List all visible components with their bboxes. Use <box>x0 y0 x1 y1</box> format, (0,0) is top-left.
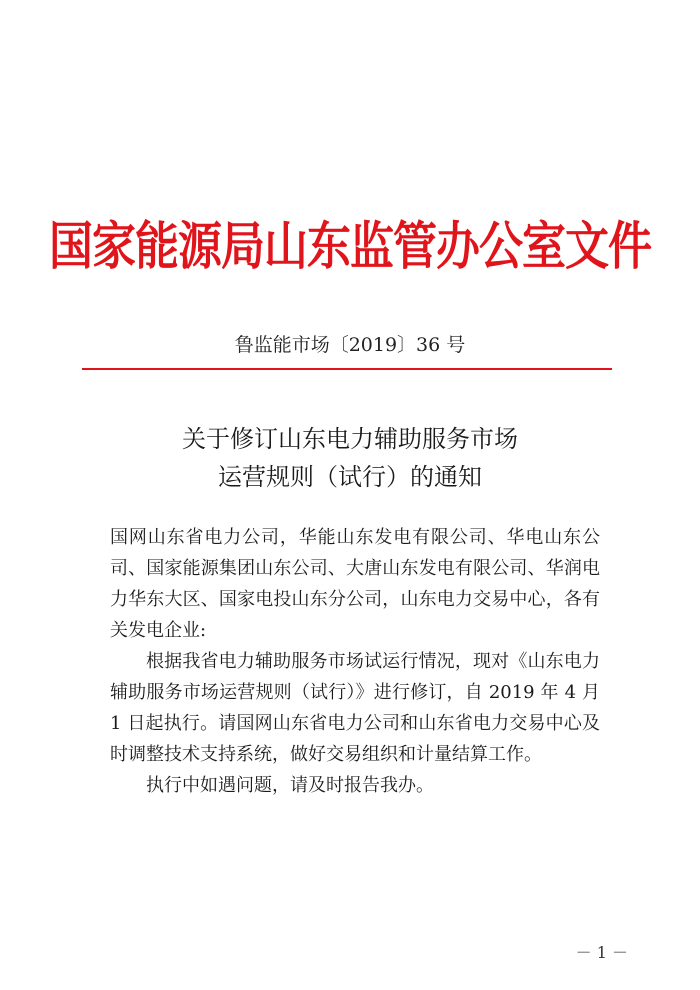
issuing-authority-header: 国家能源局山东监管办公室文件 <box>49 216 651 277</box>
document-title <box>0 420 700 496</box>
body-paragraph-1: 根据我省电力辅助服务市场试运行情况，现对《山东电力辅助服务市场运营规则（试行）》进行修订，自 2019 年 4 月 1 日起执行。请国网山东省电力公司和山东省电力交易中心及时调整技术支持系统，做好交易组织和计量结算工作。 <box>110 651 600 765</box>
body-paragraph-2: 执行中如遇问题，请及时报告我办。 <box>146 775 434 796</box>
document-title-line-2: 运营规则（试行）的通知 <box>218 463 482 491</box>
recipients-list: 国网山东省电力公司，华能山东发电有限公司、华电山东公司、国家能源集团山东公司、大唐山东发电有限公司、华润电力华东大区、国家电投山东分公司，山东电力交易中心，各有关发电企业: <box>110 527 600 641</box>
document-body <box>110 522 600 801</box>
document-title-line-1: 关于修订山东电力辅助服务市场 <box>182 425 518 453</box>
red-divider-line <box>82 368 612 370</box>
document-number: 鲁监能市场〔2019〕36 号 <box>234 334 466 356</box>
page-number: － 1 － <box>575 943 628 962</box>
